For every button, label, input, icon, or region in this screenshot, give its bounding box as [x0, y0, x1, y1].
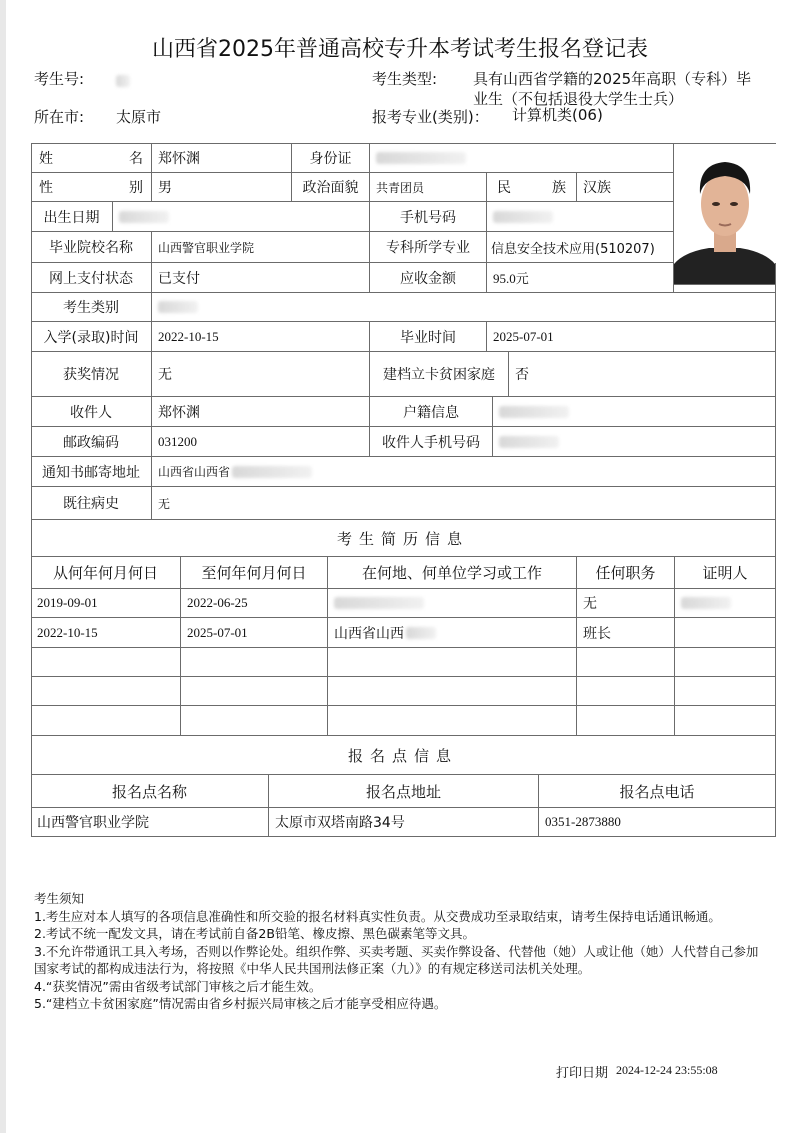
name-label: 姓 名	[31, 143, 152, 173]
category-value	[152, 293, 776, 322]
photo-cell-bottom	[674, 263, 776, 293]
resume-col-position: 任何职务	[577, 557, 675, 589]
resume-row-3-witness	[675, 648, 776, 677]
awards-value: 无	[152, 352, 370, 397]
resume-row-4-position	[577, 677, 675, 706]
city-value: 太原市	[116, 108, 162, 126]
enroll-value: 2022-10-15	[152, 322, 370, 352]
resume-row-2-witness	[675, 618, 776, 648]
notice-heading: 考生须知	[34, 891, 85, 906]
registration-col-address: 报名点地址	[269, 775, 539, 808]
resume-row-5-from	[31, 706, 181, 736]
enroll-label: 入学(录取)时间	[31, 322, 152, 352]
major-value: 计算机类(06)	[512, 106, 603, 124]
fee-value: 95.0元	[487, 263, 674, 293]
school-label: 毕业院校名称	[31, 232, 152, 263]
medical-label: 既往病史	[31, 487, 152, 520]
registration-col-name: 报名点名称	[31, 775, 269, 808]
recipient-phone-value	[493, 427, 776, 457]
resume-col-from: 从何年何月何日	[31, 557, 181, 589]
resume-row-2-from: 2022-10-15	[31, 618, 181, 648]
registration-section-title: 报名点信息	[31, 736, 776, 775]
print-date-value: 2024-12-24 23:55:08	[616, 1063, 718, 1077]
resume-row-1-to: 2022-06-25	[181, 589, 328, 618]
college-major-label: 专科所学专业	[370, 232, 487, 263]
address-label: 通知书邮寄地址	[31, 457, 152, 487]
phone-value	[487, 202, 674, 232]
notice-item-3: 3.不允许带通讯工具入考场，否则以作弊论处。组织作弊、买卖考题、买卖作弊设备、代替他（她）人或让他（她）人代替自己参加国家考试的都构成违法行为，将按照《中华人民共国刑法修正案（九）》的有规定移送司法机关处理。	[34, 943, 759, 976]
fee-label: 应收金额	[370, 263, 487, 293]
page-edge	[0, 0, 6, 1133]
birth-value	[113, 202, 370, 232]
postcode-value: 031200	[152, 427, 370, 457]
grad-label: 毕业时间	[370, 322, 487, 352]
gender-label: 性 别	[31, 173, 152, 202]
household-label: 户籍信息	[370, 397, 493, 427]
phone-label: 手机号码	[370, 202, 487, 232]
recipient-value: 郑怀渊	[152, 397, 370, 427]
city-label: 所在市:	[34, 108, 85, 126]
registration-phone-value: 0351-2873880	[539, 808, 776, 837]
notice-item-1: 1.考生应对本人填写的各项信息准确性和所交验的报名材料真实性负责。从交费成功至录取结束，请考生保持电话通讯畅通。	[34, 908, 721, 924]
postcode-label: 邮政编码	[31, 427, 152, 457]
ethnic-label: 民 族	[487, 173, 577, 202]
resume-row-3-place	[328, 648, 577, 677]
resume-col-to: 至何年何月何日	[181, 557, 328, 589]
resume-row-5-place	[328, 706, 577, 736]
poverty-label: 建档立卡贫困家庭	[370, 352, 509, 397]
id-value	[370, 143, 674, 173]
resume-row-1-position: 无	[577, 589, 675, 618]
resume-row-5-position	[577, 706, 675, 736]
recipient-label: 收件人	[31, 397, 152, 427]
exam-no-value	[116, 72, 130, 91]
notice-item-2: 2.考试不统一配发文具，请在考试前自备2B铅笔、橡皮擦、黑色碳素笔等文具。	[34, 926, 475, 941]
registration-name-value: 山西警官职业学院	[31, 808, 269, 837]
gender-value: 男	[152, 173, 292, 202]
print-date-label: 打印日期	[556, 1066, 609, 1081]
awards-label: 获奖情况	[31, 352, 152, 397]
resume-row-5-witness	[675, 706, 776, 736]
resume-row-4-witness	[675, 677, 776, 706]
notice-item-5: 5.“建档立卡贫困家庭”情况需由省乡村振兴局审核之后才能享受相应待遇。	[34, 996, 447, 1011]
resume-col-witness: 证明人	[675, 557, 776, 589]
resume-row-3-to	[181, 648, 328, 677]
form-title: 山西省2025年普通高校专升本考试考生报名登记表	[152, 37, 648, 62]
college-major-value: 信息安全技术应用(510207)	[487, 232, 674, 263]
major-label: 报考专业(类别)：	[372, 108, 489, 126]
address-value	[152, 457, 776, 487]
resume-row-4-from	[31, 677, 181, 706]
candidate-type-value-1: 具有山西省学籍的2025年高职（专科）毕	[473, 70, 752, 88]
address-text: 山西省山西省	[158, 465, 231, 479]
category-label: 考生类别	[31, 293, 152, 322]
political-value: 共青团员	[370, 173, 487, 202]
recipient-phone-label: 收件人手机号码	[370, 427, 493, 457]
resume-row-4-to	[181, 677, 328, 706]
resume-row-1-witness	[675, 589, 776, 618]
resume-row-1-place	[328, 589, 577, 618]
resume-row-2-place	[328, 618, 577, 648]
notice-section	[34, 890, 764, 1013]
payment-value: 已支付	[152, 263, 370, 293]
poverty-value: 否	[509, 352, 776, 397]
payment-label: 网上支付状态	[31, 263, 152, 293]
ethnic-value: 汉族	[577, 173, 674, 202]
notice-item-4: 4.“获奖情况”需由省级考试部门审核之后才能生效。	[34, 978, 322, 994]
grad-value: 2025-07-01	[487, 322, 776, 352]
medical-value: 无	[152, 487, 776, 520]
resume-row-5-to	[181, 706, 328, 736]
political-label: 政治面貌	[292, 173, 370, 202]
resume-section-title: 考生简历信息	[31, 520, 776, 557]
resume-row-3-position	[577, 648, 675, 677]
registration-col-phone: 报名点电话	[539, 775, 776, 808]
resume-row-3-from	[31, 648, 181, 677]
name-value: 郑怀渊	[152, 143, 292, 173]
id-label: 身份证	[292, 143, 370, 173]
birth-label: 出生日期	[31, 202, 113, 232]
resume-row-2-place-text: 山西省山西	[334, 625, 404, 642]
registration-address-value: 太原市双塔南路34号	[269, 808, 539, 837]
exam-no-label: 考生号:	[34, 70, 85, 88]
candidate-type-label: 考生类型:	[372, 70, 438, 88]
household-value	[493, 397, 776, 427]
resume-row-4-place	[328, 677, 577, 706]
school-value: 山西警官职业学院	[152, 232, 370, 263]
resume-row-1-from: 2019-09-01	[31, 589, 181, 618]
resume-col-place: 在何地、何单位学习或工作	[328, 557, 577, 589]
resume-row-2-to: 2025-07-01	[181, 618, 328, 648]
resume-row-2-position: 班长	[577, 618, 675, 648]
candidate-type-value-2: 业生（不包括退役大学生士兵）	[473, 90, 684, 108]
